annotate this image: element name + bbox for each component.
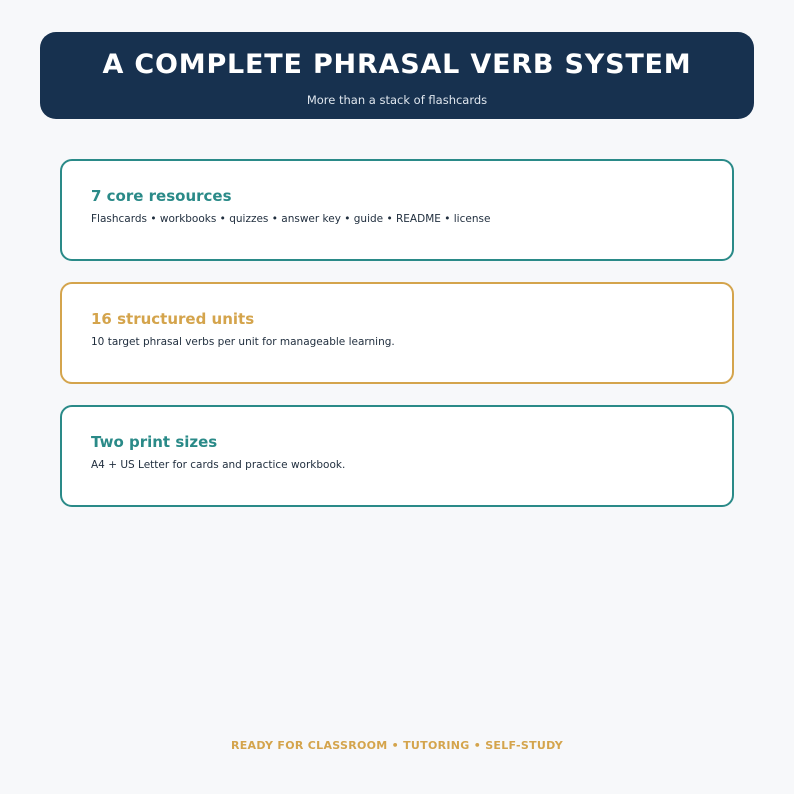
card-title: 16 structured units	[91, 310, 255, 328]
card-structured-units	[60, 282, 734, 384]
card-description: 10 target phrasal verbs per unit for manageable learning.	[91, 336, 395, 348]
card-description: A4 + US Letter for cards and practice workbook.	[91, 459, 346, 471]
page-title: A COMPLETE PHRASAL VERB SYSTEM	[102, 49, 692, 80]
card-title: 7 core resources	[91, 187, 232, 205]
footer-tagline: READY FOR CLASSROOM • TUTORING • SELF-STUDY	[230, 739, 564, 752]
card-core-resources	[60, 159, 734, 261]
page-subtitle: More than a stack of flashcards	[306, 93, 488, 107]
card-print-sizes	[60, 405, 734, 507]
card-description: Flashcards • workbooks • quizzes • answer key • guide • README • license	[91, 213, 491, 225]
header-banner	[40, 32, 754, 119]
card-title: Two print sizes	[91, 433, 218, 451]
